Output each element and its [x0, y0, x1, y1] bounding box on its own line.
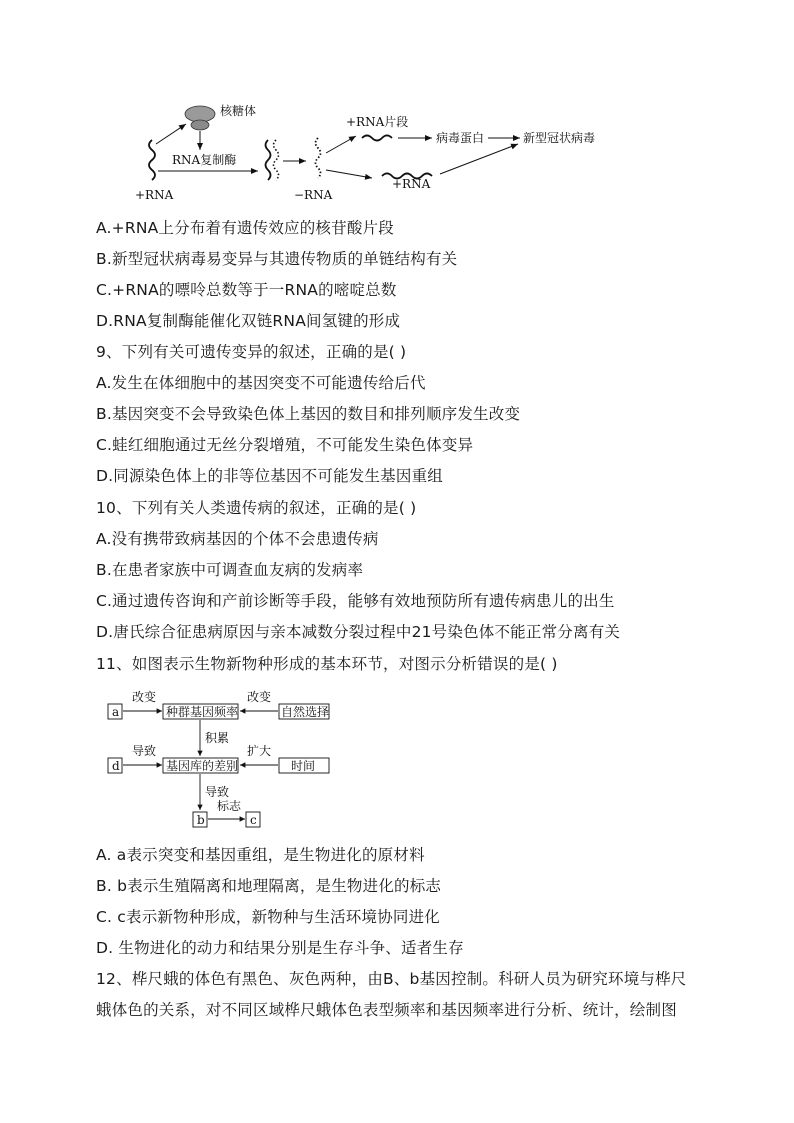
ribosome-label: 核糖体 [220, 104, 257, 118]
label-mark: 标志 [217, 799, 242, 813]
q11-stem: 11、如图表示生物新物种形成的基本环节，对图示分析错误的是( ) [96, 655, 558, 673]
plus-rna-left-strand [149, 140, 155, 180]
q11-option-d: D. 生物进化的动力和结果分别是生存斗争、适者生存 [96, 939, 464, 957]
new-coronavirus-label: 新型冠状病毒 [523, 131, 596, 145]
q10-option-b: B.在患者家族中可调查血友病的发病率 [96, 561, 364, 579]
q8-option-d: D.RNA复制酶能催化双链RNA间氢键的形成 [96, 312, 401, 330]
virus-replication-diagram [130, 98, 620, 208]
box-b: b [197, 813, 205, 827]
q8-option-a: A.+RNA上分布着有遗传效应的核苷酸片段 [96, 219, 394, 237]
q9-stem: 9、下列有关可遗传变异的叙述，正确的是( ) [96, 343, 407, 361]
plus-rna-fragment-strand [362, 136, 392, 141]
q8-option-c: C.+RNA的嘌呤总数等于一RNA的嘧啶总数 [96, 281, 397, 299]
q12-line-1: 12、桦尺蛾的体色有黑色、灰色两种，由B、b基因控制。科研人员为研究环境与桦尺 [96, 970, 687, 988]
q11-option-c: C. c表示新物种形成，新物种与生活环境协同进化 [96, 908, 441, 926]
q9-option-b: B.基因突变不会导致染色体上基因的数目和排列顺序发生改变 [96, 405, 521, 423]
plus-rna-right-label: +RNA [392, 177, 431, 191]
plus-rna-fragment-label: +RNA片段 [346, 115, 409, 129]
speciation-flow-diagram [100, 690, 350, 835]
ribosome-icon [185, 106, 215, 130]
plus-rna-left-label: +RNA [135, 188, 174, 202]
q10-option-d: D.唐氏综合征患病原因与亲本减数分裂过程中21号染色体不能正常分离有关 [96, 623, 621, 641]
q11-option-b: B. b表示生殖隔离和地理隔离，是生物进化的标志 [96, 877, 442, 895]
q10-option-c: C.通过遗传咨询和产前诊断等手段，能够有效地预防所有遗传病患儿的出生 [96, 592, 615, 610]
q12-line-2: 蛾体色的关系，对不同区域桦尺蛾体色表型频率和基因频率进行分析、统计，绘制图 [96, 1001, 677, 1019]
box-gene-frequency: 种群基因频率 [166, 705, 239, 719]
minus-rna-label: −RNA [294, 188, 333, 202]
box-gene-pool: 基因库的差别 [166, 759, 239, 773]
q10-stem: 10、下列有关人类遗传病的叙述，正确的是( ) [96, 499, 417, 517]
rna-replicase-label: RNA复制酶 [172, 153, 237, 167]
q10-option-a: A.没有携带致病基因的个体不会患遗传病 [96, 530, 379, 548]
box-time: 时间 [291, 759, 316, 773]
box-d: d [112, 759, 120, 773]
q8-option-b: B.新型冠状病毒易变异与其遗传物质的单链结构有关 [96, 250, 458, 268]
label-change-1: 改变 [132, 690, 157, 704]
box-natural-selection: 自然选择 [281, 705, 330, 719]
label-lead-2: 导致 [205, 785, 230, 799]
q9-option-a: A.发生在体细胞中的基因突变不可能遗传给后代 [96, 374, 426, 392]
q11-option-a: A. a表示突变和基因重组，是生物进化的原材料 [96, 846, 425, 864]
label-change-2: 改变 [247, 690, 272, 704]
label-expand: 扩大 [247, 744, 272, 758]
box-a: a [112, 705, 120, 719]
q9-option-c: C.蛙红细胞通过无丝分裂增殖，不可能发生染色体变异 [96, 436, 474, 454]
box-c: c [250, 813, 257, 827]
label-accumulate: 积累 [205, 731, 230, 745]
minus-rna-strand [316, 138, 321, 178]
label-lead-1: 导致 [132, 744, 157, 758]
double-strand-rna [266, 140, 279, 180]
viral-protein-label: 病毒蛋白 [436, 131, 485, 145]
q9-option-d: D.同源染色体上的非等位基因不可能发生基因重组 [96, 467, 443, 485]
